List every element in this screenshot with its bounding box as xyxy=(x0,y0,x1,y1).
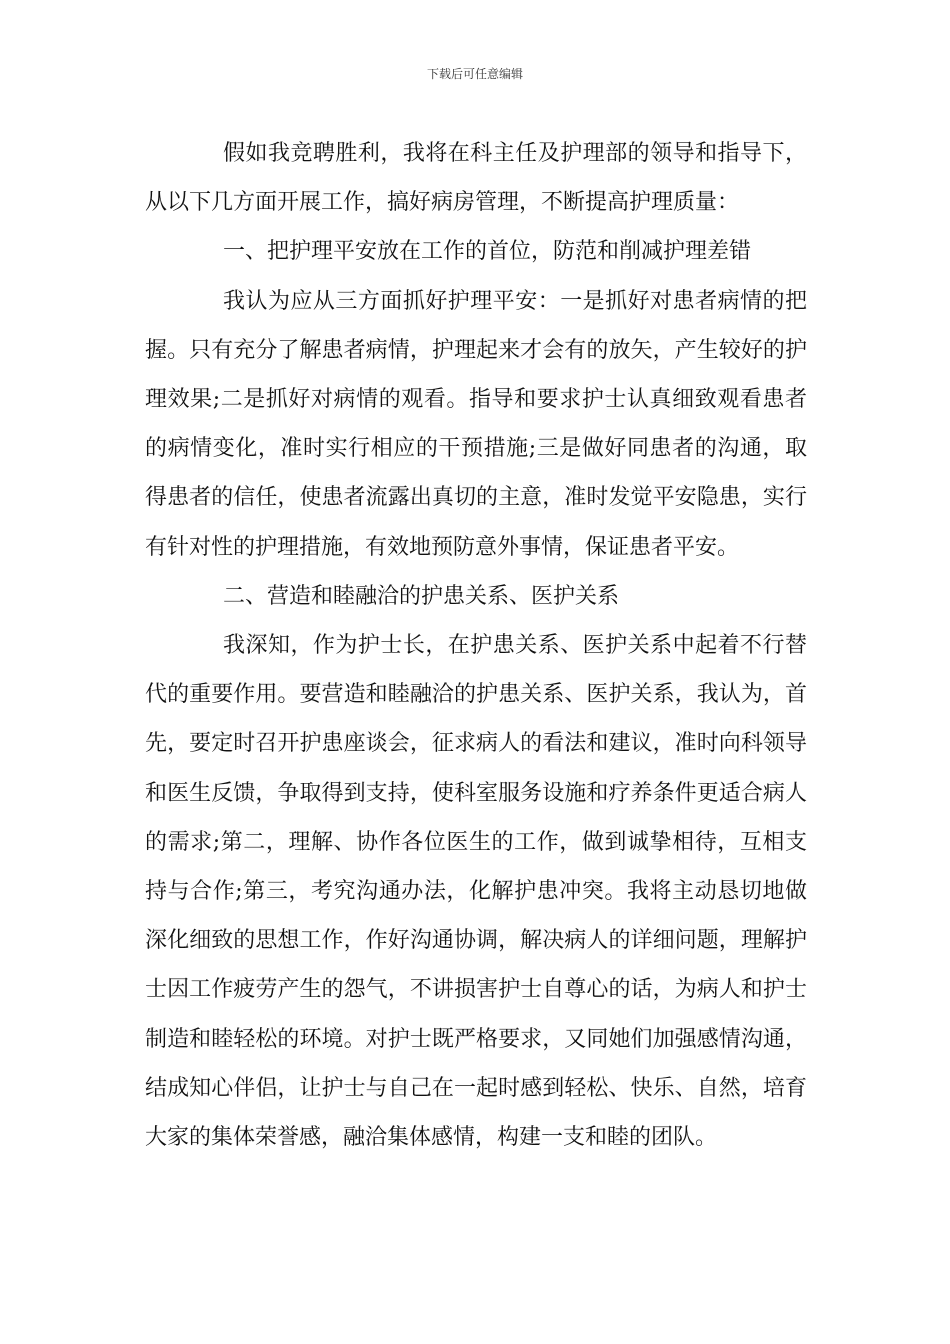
section-heading-2: 二、营造和睦融洽的护患关系、医护关系 xyxy=(223,583,620,609)
page-header: 下载后可任意编辑 xyxy=(426,67,523,81)
paragraph-section-1: 我认为应从三方面抓好护理平安：一是抓好对患者病情的把握。只有充分了解患者病情，护理起来才会有的放矢，产生较好的护理效果;二是抓好对病情的观看。指导和要求护士认真细致观看患者的病情变化，准时实行相应的干预措施;三是做好同患者的沟通，取得患者的信任，使患者流露出真切的主意，准时发觉平安隐患，实行有针对性的护理措施，有效地预防意外事情，保证患者平安。 xyxy=(145,288,807,560)
paragraph-section-2: 我深知，作为护士长，在护患关系、医护关系中起着不行替代的重要作用。要营造和睦融洽的护患关系、医护关系，我认为，首先，要定时召开护患座谈会，征求病人的看法和建议，准时向科领导和医生反馈，争取得到支持，使科室服务设施和疗养条件更适合病人的需求;第二，理解、协作各位医生的工作，做到诚挚相待，互相支持与合作;第三，考究沟通办法，化解护患冲突。我将主动恳切地做深化细致的思想工作，作好沟通协调，解决病人的详细问题，理解护士因工作疲劳产生的怨气，不讲损害护士自尊心的话，为病人和护士制造和睦轻松的环境。对护士既严格要求，又同她们加强感情沟通，结成知心伴侣，让护士与自己在一起时感到轻松、快乐、自然，培育大家的集体荣誉感，融洽集体感情，构建一支和睦的团队。 xyxy=(145,633,807,1151)
paragraph-intro: 假如我竞聘胜利，我将在科主任及护理部的领导和指导下，从以下几方面开展工作，搞好病房管理，不断提高护理质量： xyxy=(145,141,807,216)
section-heading-1: 一、把护理平安放在工作的首位，防范和削减护理差错 xyxy=(223,239,752,265)
document-body xyxy=(145,129,807,1162)
